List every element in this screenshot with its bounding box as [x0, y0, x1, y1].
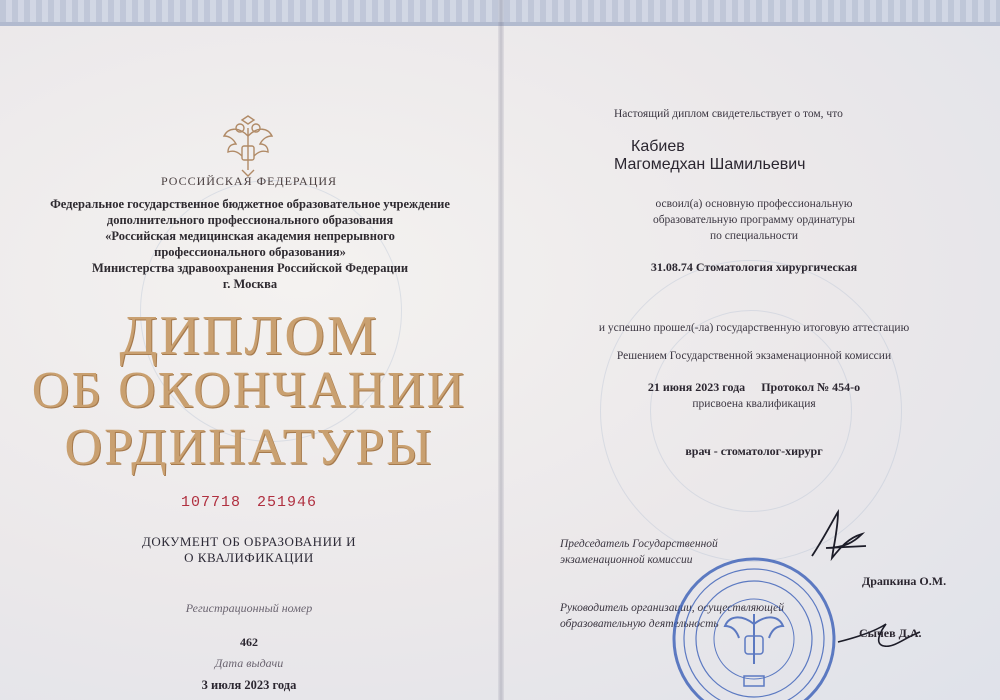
diploma-number	[0, 494, 498, 511]
head-name: Сычев Д.А.	[859, 626, 922, 640]
institution-line: профессионального образования»	[154, 245, 346, 259]
graduate-surname: Кабиев	[631, 138, 685, 155]
diploma-title-line: ОБ ОКОНЧАНИИ	[31, 362, 467, 419]
attestation-statement: и успешно прошел(-ла) государственную итоговую аттестацию	[598, 322, 910, 334]
institution-block	[40, 196, 460, 292]
program-statement-line: освоил(а) основную профессиональную	[655, 198, 853, 210]
institution-line: дополнительного профессионального образования	[106, 213, 394, 227]
diploma-title-line: ДИПЛОМ	[119, 305, 379, 367]
head-label-line: образовательную деятельность	[560, 618, 719, 630]
program-statement-line: по специальности	[709, 230, 799, 242]
number-series: 107718	[180, 494, 241, 511]
protocol-date: 21 июня 2023 года	[647, 380, 746, 394]
qualification-assigned-label: присвоена квалификация	[692, 398, 816, 410]
chair-label-line: экзаменационной комиссии	[560, 554, 693, 566]
registration-number: 462	[240, 635, 258, 649]
right-page	[504, 26, 1000, 700]
graduate-given-names: Магомедхан Шамильевич	[614, 156, 806, 173]
program-statement-line: образовательную программу ординатуры	[652, 214, 856, 226]
registration-label: Регистрационный номер	[185, 601, 313, 615]
diploma-title-line: ОРДИНАТУРЫ	[64, 419, 434, 476]
double-headed-eagle-emblem-icon	[220, 114, 276, 178]
institution-line: Министерства здравоохранения Российской Федерации	[91, 261, 409, 275]
issue-date: 3 июля 2023 года	[201, 678, 297, 692]
chair-label-line: Председатель Государственной	[560, 538, 718, 550]
document-type-line: ДОКУМЕНТ ОБ ОБРАЗОВАНИИ И	[142, 534, 356, 549]
left-page	[0, 26, 498, 700]
number-id: 251946	[257, 494, 318, 511]
chair-name: Драпкина О.М.	[862, 574, 947, 588]
document-type-line: О КВАЛИФИКАЦИИ	[184, 550, 314, 565]
document-type	[0, 534, 498, 566]
program-statement	[544, 196, 964, 244]
protocol-line	[544, 380, 964, 395]
qualification: врач - стоматолог-хирург	[685, 444, 823, 458]
institution-line: Федеральное государственное бюджетное образовательное учреждение	[50, 197, 450, 211]
institution-line: «Российская медицинская академия непрерывного	[105, 229, 395, 243]
institution-line: г. Москва	[222, 277, 278, 291]
specialty: 31.08.74 Стоматология хирургическая	[650, 260, 858, 274]
head-label-line: Руководитель организации, осуществляющей	[560, 602, 784, 614]
commission-decision: Решением Государственной экзаменационной комиссии	[616, 350, 892, 362]
intro-text: Настоящий диплом свидетельствует о том, что	[614, 108, 843, 120]
country-name: РОССИЙСКАЯ ФЕДЕРАЦИЯ	[160, 174, 338, 188]
issue-date-label: Дата выдачи	[214, 656, 284, 670]
protocol-number: Протокол № 454-о	[761, 380, 861, 394]
official-seal-icon	[669, 554, 839, 700]
